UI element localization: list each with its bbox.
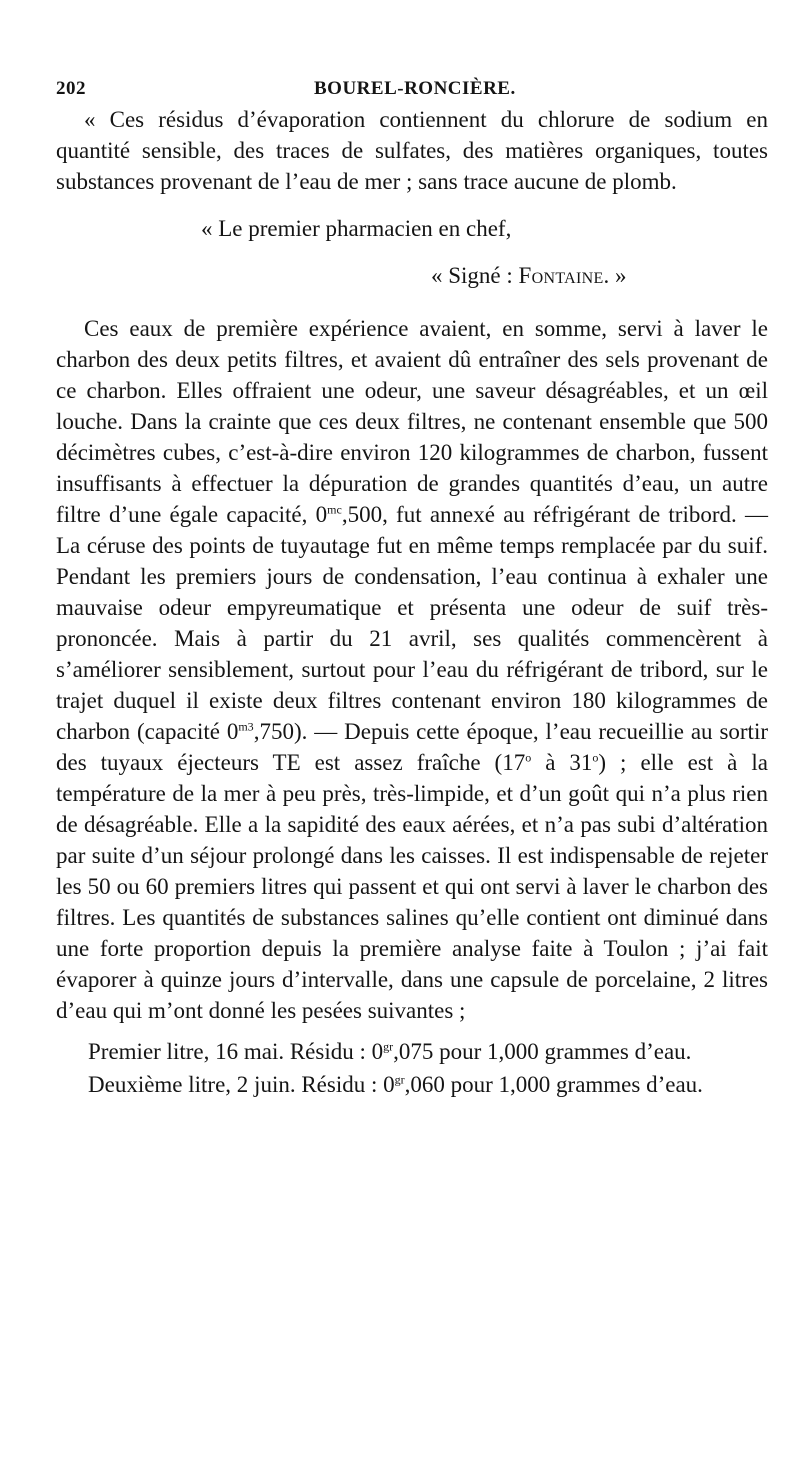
degree-superscript-1: o (525, 750, 532, 765)
unit-m3-superscript: m3 (238, 719, 254, 734)
main-text-part-5: ) ; elle est à la température de la mer à peu près, très-limpide, et d’un goût qui n’a plus rien de désagréable. Elle a la sapidité des eaux aérées, et n’a pas subi d’altération par suite d’un séjour prolongé dans les caisses. Il est indispensable de rejeter les 50 ou 60 premiers litres qui passent et qui ont servi à laver le charbon des filtres. Les quantités de substances salines qu’elle contient ont diminué dans une forte proportion depuis la première analyse faite à Toulon ; j’ai fait évaporer à quinze jours d’intervalle, dans une capsule de porcelaine, 2 litres d’eau qui m’ont donné les pesées suivantes ; (56, 750, 768, 1023)
measurement-2-suffix: ,060 pour 1,000 grammes d’eau. (404, 1072, 703, 1097)
measurement-1-unit: gr (383, 1039, 394, 1054)
main-text-part-2: ,500, fut annexé au réfrigérant de tribord. — La céruse des points de tuyautage fut en même temps remplacée par du suif. Pendant les premiers jours de condensation, l’eau continua à exhaler une mauvaise odeur empyreumatique et présenta une odeur de suif très-prononcée. Mais à partir du 21 avril, ses qualités commencèrent à s’améliorer sensiblement, surtout pour l’eau du réfrigérant de tribord, sur le trajet duquel il existe deux filtres contenant environ 180 kilogrammes de charbon (capacité 0 (56, 502, 769, 744)
main-paragraph (56, 313, 768, 1026)
main-text-part-4: à 31 (531, 750, 593, 775)
page-number: 202 (56, 78, 86, 99)
main-text-part-3: ,750). — Depuis cette époque, l’eau recueillie au sortir des tuyaux éjecteurs TE est assez fraîche (17 (56, 719, 768, 775)
main-text-part-1: Ces eaux de première expérience avaient, en somme, servi à laver le charbon des deux petits filtres, et avaient dû entraîner des sels provenant de ce charbon. Elles offraient une odeur, une saveur désagréables, et un œil louche. Dans la crainte que ces deux filtres, ne contenant ensemble que 500 décimètres cubes, c’est-à-dire environ 120 kilogrammes de charbon, fussent insuffisants à effectuer la dépuration de grandes quantités d’eau, un autre filtre d’une égale capacité, 0 (56, 316, 768, 527)
measurement-2-unit: gr (394, 1072, 405, 1087)
running-title: BOUREL-RONCIÈRE. (314, 78, 516, 99)
measurement-line-1 (56, 1036, 768, 1067)
quoted-signature-line (56, 260, 768, 291)
signature-prefix: « Signé : (431, 263, 519, 288)
quoted-analysis-paragraph: « Ces résidus d’évaporation contiennent du chlorure de sodium en quantité sensible, des traces de sulfates, des matières organiques, toutes substances provenant de l’eau de mer ; sans trace aucune de plomb. (56, 107, 768, 194)
running-head (56, 70, 768, 104)
degree-superscript-2: o (592, 750, 599, 765)
measurement-1-suffix: ,075 pour 1,000 grammes d’eau. (393, 1039, 692, 1064)
measurement-1-prefix: Premier litre, 16 mai. Résidu : 0 (88, 1039, 384, 1064)
measurement-2-prefix: Deuxième litre, 2 juin. Résidu : 0 (88, 1072, 395, 1097)
signature-suffix: . » (603, 263, 627, 288)
signature-name: Fontaine (518, 263, 604, 288)
body-text (56, 104, 768, 1100)
section-spacer (56, 291, 768, 309)
measurement-line-2 (56, 1069, 768, 1100)
unit-mc-superscript: mc (327, 502, 342, 517)
page-content (56, 70, 768, 1100)
quoted-title-line: « Le premier pharmacien en chef, (201, 216, 512, 241)
